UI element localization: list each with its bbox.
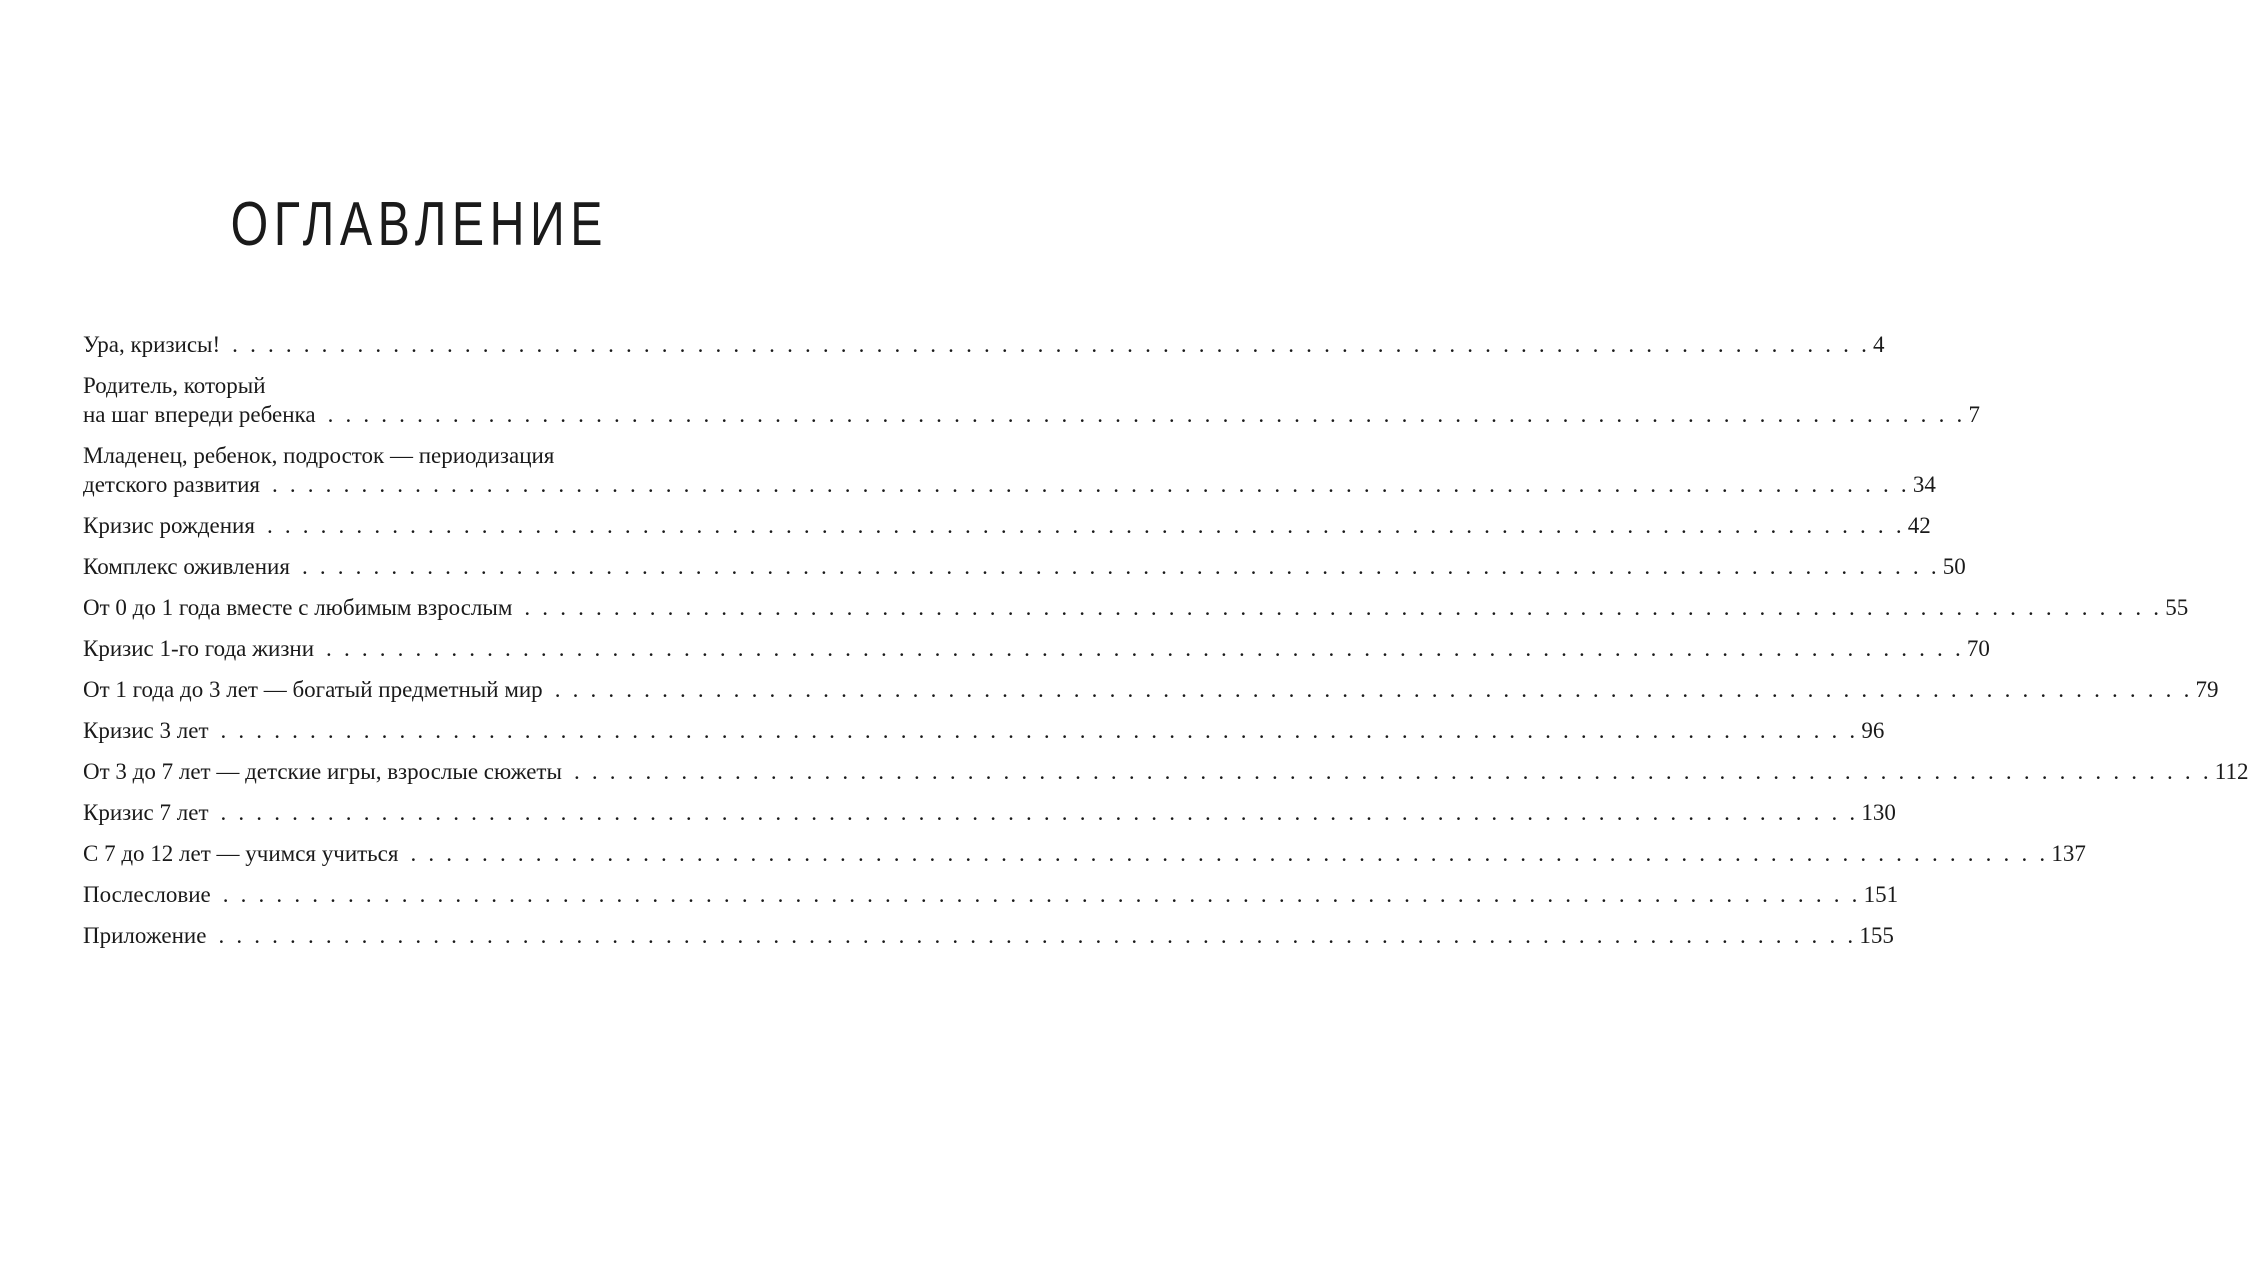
toc-page-number: 7 xyxy=(1968,402,1980,427)
dot-leader: . . . . . . . . . . . . . . . . . . . . . . . . . . . . . . . . . . . . . . . . . . . . . . . . . . . . . . . . . . . . . . . . . . . . . . . . . . . . . . . . . . . . . . . . . . . . xyxy=(222,882,1861,907)
toc-entry-row xyxy=(83,716,1885,745)
dot-leader: . . . . . . . . . . . . . . . . . . . . . . . . . . . . . . . . . . . . . . . . . . . . . . . . . . . . . . . . . . . . . . . . . . . . . . . . . . . . . . . . . . . . . . . . . . . . xyxy=(327,402,1966,427)
page-title: ОГЛАВЛЕНИЕ xyxy=(230,189,608,259)
toc-entry[interactable] xyxy=(83,757,2248,786)
toc-entry-row xyxy=(83,593,2189,622)
toc-entry-row xyxy=(83,634,1990,663)
toc-entry-title: Послесловие xyxy=(83,882,211,907)
toc-entry-row xyxy=(83,921,1894,950)
dot-leader: . . . . . . . . . . . . . . . . . . . . . . . . . . . . . . . . . . . . . . . . . . . . . . . . . . . . . . . . . . . . . . . . . . . . . . . . . . . . . . . . . . . . . . . . . . . . xyxy=(326,636,1964,661)
dot-leader: . . . . . . . . . . . . . . . . . . . . . . . . . . . . . . . . . . . . . . . . . . . . . . . . . . . . . . . . . . . . . . . . . . . . . . . . . . . . . . . . . . . . . . . . . . . . xyxy=(266,513,1905,538)
toc-entry[interactable] xyxy=(83,675,2219,704)
toc-entry[interactable] xyxy=(83,839,2086,868)
toc-entry-title: Кризис 7 лет xyxy=(83,800,209,825)
toc-entry[interactable] xyxy=(83,441,1936,499)
dot-leader: . . . . . . . . . . . . . . . . . . . . . . . . . . . . . . . . . . . . . . . . . . . . . . . . . . . . . . . . . . . . . . . . . . . . . . . . . . . . . . . . . . . . . . . . . . . . xyxy=(410,841,2049,866)
toc-entry-row xyxy=(83,757,2248,786)
toc-page-number: 4 xyxy=(1873,332,1885,357)
toc-page-number: 50 xyxy=(1942,554,1966,579)
toc-entry[interactable] xyxy=(83,330,1885,359)
toc-entry-row xyxy=(83,470,1936,499)
toc-page-number: 130 xyxy=(1861,800,1896,825)
toc-entry-row xyxy=(83,839,2086,868)
toc-entry-row xyxy=(83,798,1896,827)
toc-entry-title: С 7 до 12 лет — учимся учиться xyxy=(83,841,399,866)
toc-entry-title: Кризис 1-го года жизни xyxy=(83,636,315,661)
dot-leader: . . . . . . . . . . . . . . . . . . . . . . . . . . . . . . . . . . . . . . . . . . . . . . . . . . . . . . . . . . . . . . . . . . . . . . . . . . . . . . . . . . . . . . . . . . . . xyxy=(232,332,1871,357)
toc-entry-title: Младенец, ребенок, подросток — периодизация xyxy=(83,443,555,468)
toc-entry-row xyxy=(83,330,1885,359)
toc-page-number: 79 xyxy=(2195,677,2219,702)
toc-entry-title: От 3 до 7 лет — детские игры, взрослые сюжеты xyxy=(83,759,562,784)
toc-page-number: 112 xyxy=(2214,759,2248,784)
toc-entry-title: Приложение xyxy=(83,923,207,948)
toc-entry-row xyxy=(83,552,1966,581)
toc-entry[interactable] xyxy=(83,798,1896,827)
toc-entry-row xyxy=(83,511,1931,540)
toc-entry[interactable] xyxy=(83,880,1899,909)
toc-page-number: 42 xyxy=(1907,513,1931,538)
toc-entry[interactable] xyxy=(83,371,1980,429)
toc-entry[interactable] xyxy=(83,593,2189,622)
dot-leader: . . . . . . . . . . . . . . . . . . . . . . . . . . . . . . . . . . . . . . . . . . . . . . . . . . . . . . . . . . . . . . . . . . . . . . . . . . . . . . . . . . . . . . . . . . . . xyxy=(271,472,1910,497)
toc-entry-title: От 0 до 1 года вместе с любимым взрослым xyxy=(83,595,513,620)
dot-leader: . . . . . . . . . . . . . . . . . . . . . . . . . . . . . . . . . . . . . . . . . . . . . . . . . . . . . . . . . . . . . . . . . . . . . . . . . . . . . . . . . . . . . . . . . . . . xyxy=(301,554,1940,579)
table-of-contents xyxy=(83,330,2248,962)
toc-entry-row xyxy=(83,880,1899,909)
toc-page-number: 137 xyxy=(2051,841,2086,866)
toc-page-number: 96 xyxy=(1861,718,1885,743)
dot-leader: . . . . . . . . . . . . . . . . . . . . . . . . . . . . . . . . . . . . . . . . . . . . . . . . . . . . . . . . . . . . . . . . . . . . . . . . . . . . . . . . . . . . . . . . . . . . xyxy=(554,677,2193,702)
toc-page-number: 155 xyxy=(1859,923,1894,948)
toc-entry-row xyxy=(83,675,2219,704)
toc-page-number: 34 xyxy=(1912,472,1936,497)
toc-entry[interactable] xyxy=(83,552,1966,581)
toc-entry-title: От 1 года до 3 лет — богатый предметный мир xyxy=(83,677,543,702)
toc-entry-title: Ура, кризисы! xyxy=(83,332,221,357)
dot-leader: . . . . . . . . . . . . . . . . . . . . . . . . . . . . . . . . . . . . . . . . . . . . . . . . . . . . . . . . . . . . . . . . . . . . . . . . . . . . . . . . . . . . . . . . . . . . xyxy=(220,718,1859,743)
dot-leader: . . . . . . . . . . . . . . . . . . . . . . . . . . . . . . . . . . . . . . . . . . . . . . . . . . . . . . . . . . . . . . . . . . . . . . . . . . . . . . . . . . . . . . . . . . . . xyxy=(524,595,2163,620)
toc-entry[interactable] xyxy=(83,921,1894,950)
toc-page-number: 70 xyxy=(1966,636,1990,661)
toc-entry-title: Кризис рождения xyxy=(83,513,255,538)
toc-entry-title: Кризис 3 лет xyxy=(83,718,209,743)
toc-page-number: 151 xyxy=(1863,882,1899,907)
toc-entry-title: Комплекс оживления xyxy=(83,554,290,579)
dot-leader: . . . . . . . . . . . . . . . . . . . . . . . . . . . . . . . . . . . . . . . . . . . . . . . . . . . . . . . . . . . . . . . . . . . . . . . . . . . . . . . . . . . . . . . . . . . . xyxy=(220,800,1859,825)
toc-entry[interactable] xyxy=(83,716,1885,745)
toc-entry-title-continued: на шаг впереди ребенка xyxy=(83,402,316,427)
toc-entry-title-continued: детского развития xyxy=(83,472,260,497)
toc-page-number: 55 xyxy=(2165,595,2189,620)
toc-entry-row xyxy=(83,400,1980,429)
dot-leader: . . . . . . . . . . . . . . . . . . . . . . . . . . . . . . . . . . . . . . . . . . . . . . . . . . . . . . . . . . . . . . . . . . . . . . . . . . . . . . . . . . . . . . . . . . . . xyxy=(218,923,1857,948)
dot-leader: . . . . . . . . . . . . . . . . . . . . . . . . . . . . . . . . . . . . . . . . . . . . . . . . . . . . . . . . . . . . . . . . . . . . . . . . . . . . . . . . . . . . . . . . . . . . xyxy=(573,759,2212,784)
toc-entry[interactable] xyxy=(83,634,1990,663)
toc-entry-title: Родитель, который xyxy=(83,373,266,398)
toc-entry[interactable] xyxy=(83,511,1931,540)
